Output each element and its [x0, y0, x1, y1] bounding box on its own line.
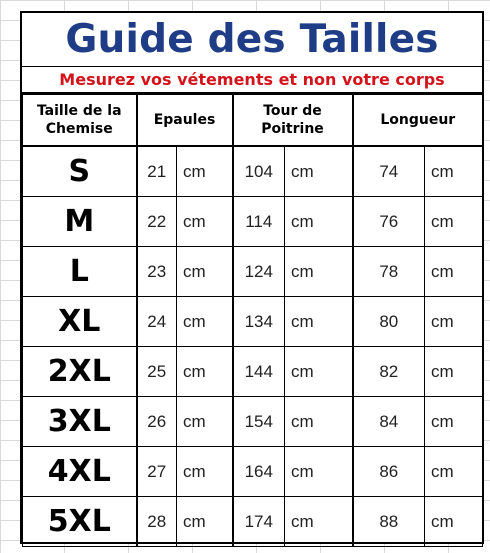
header-shirt-size: [23, 95, 137, 147]
shoulders-value: 22: [137, 197, 177, 247]
table-row: [23, 397, 483, 447]
subtitle-instruction: Mesurez vos vétements et non votre corps: [22, 66, 482, 94]
shoulders-value: 25: [137, 347, 177, 397]
chest-value: 134: [233, 297, 285, 347]
chest-value: 114: [233, 197, 285, 247]
shoulders-unit: cm: [177, 197, 233, 247]
header-chest-line2: Poitrine: [261, 121, 324, 137]
shoulders-unit: cm: [177, 297, 233, 347]
shoulders-unit: cm: [177, 347, 233, 397]
shoulders-unit: cm: [177, 497, 233, 547]
table-row: [23, 197, 483, 247]
chest-unit: cm: [285, 397, 353, 447]
chest-value: 124: [233, 247, 285, 297]
chest-unit: cm: [285, 297, 353, 347]
length-value: 76: [353, 197, 425, 247]
length-unit: cm: [425, 497, 483, 547]
chest-unit: cm: [285, 497, 353, 547]
header-chest-line1: Tour de: [263, 103, 322, 119]
shoulders-unit: cm: [177, 247, 233, 297]
length-value: 84: [353, 397, 425, 447]
header-shoulders: Epaules: [137, 95, 233, 147]
length-unit: cm: [425, 146, 483, 197]
length-value: 88: [353, 497, 425, 547]
chest-unit: cm: [285, 447, 353, 497]
chest-value: 144: [233, 347, 285, 397]
shoulders-value: 23: [137, 247, 177, 297]
size-cell: 2XL: [23, 347, 137, 397]
size-cell: L: [23, 247, 137, 297]
size-cell: M: [23, 197, 137, 247]
shoulders-value: 28: [137, 497, 177, 547]
header-shirt-size-line2: Chemise: [45, 121, 113, 137]
table-row: [23, 146, 483, 197]
size-cell: 4XL: [23, 447, 137, 497]
page-title: Guide des Tailles: [65, 17, 439, 62]
chest-value: 104: [233, 146, 285, 197]
chest-value: 154: [233, 397, 285, 447]
length-unit: cm: [425, 197, 483, 247]
length-unit: cm: [425, 247, 483, 297]
chest-value: 174: [233, 497, 285, 547]
length-unit: cm: [425, 397, 483, 447]
table-body: [23, 146, 483, 547]
table-row: [23, 297, 483, 347]
table-header-row: [23, 95, 483, 147]
chest-unit: cm: [285, 146, 353, 197]
shoulders-value: 26: [137, 397, 177, 447]
length-value: 86: [353, 447, 425, 497]
size-cell: XL: [23, 297, 137, 347]
shoulders-unit: cm: [177, 146, 233, 197]
header-chest: [233, 95, 353, 147]
chest-unit: cm: [285, 347, 353, 397]
length-unit: cm: [425, 447, 483, 497]
table-row: [23, 347, 483, 397]
header-shirt-size-line1: Taille de la: [36, 103, 122, 119]
shoulders-value: 27: [137, 447, 177, 497]
length-value: 82: [353, 347, 425, 397]
table-row: [23, 247, 483, 297]
length-unit: cm: [425, 297, 483, 347]
header-length: Longueur: [353, 95, 483, 147]
shoulders-value: 21: [137, 146, 177, 197]
shoulders-value: 24: [137, 297, 177, 347]
chest-value: 164: [233, 447, 285, 497]
chest-unit: cm: [285, 197, 353, 247]
size-cell: 5XL: [23, 497, 137, 547]
size-cell: S: [23, 146, 137, 197]
size-table: [22, 94, 483, 547]
size-guide-sheet: [20, 11, 484, 544]
length-unit: cm: [425, 347, 483, 397]
shoulders-unit: cm: [177, 397, 233, 447]
length-value: 80: [353, 297, 425, 347]
size-cell: 3XL: [23, 397, 137, 447]
table-row: [23, 447, 483, 497]
length-value: 74: [353, 146, 425, 197]
length-value: 78: [353, 247, 425, 297]
chest-unit: cm: [285, 247, 353, 297]
shoulders-unit: cm: [177, 447, 233, 497]
table-row: [23, 497, 483, 547]
